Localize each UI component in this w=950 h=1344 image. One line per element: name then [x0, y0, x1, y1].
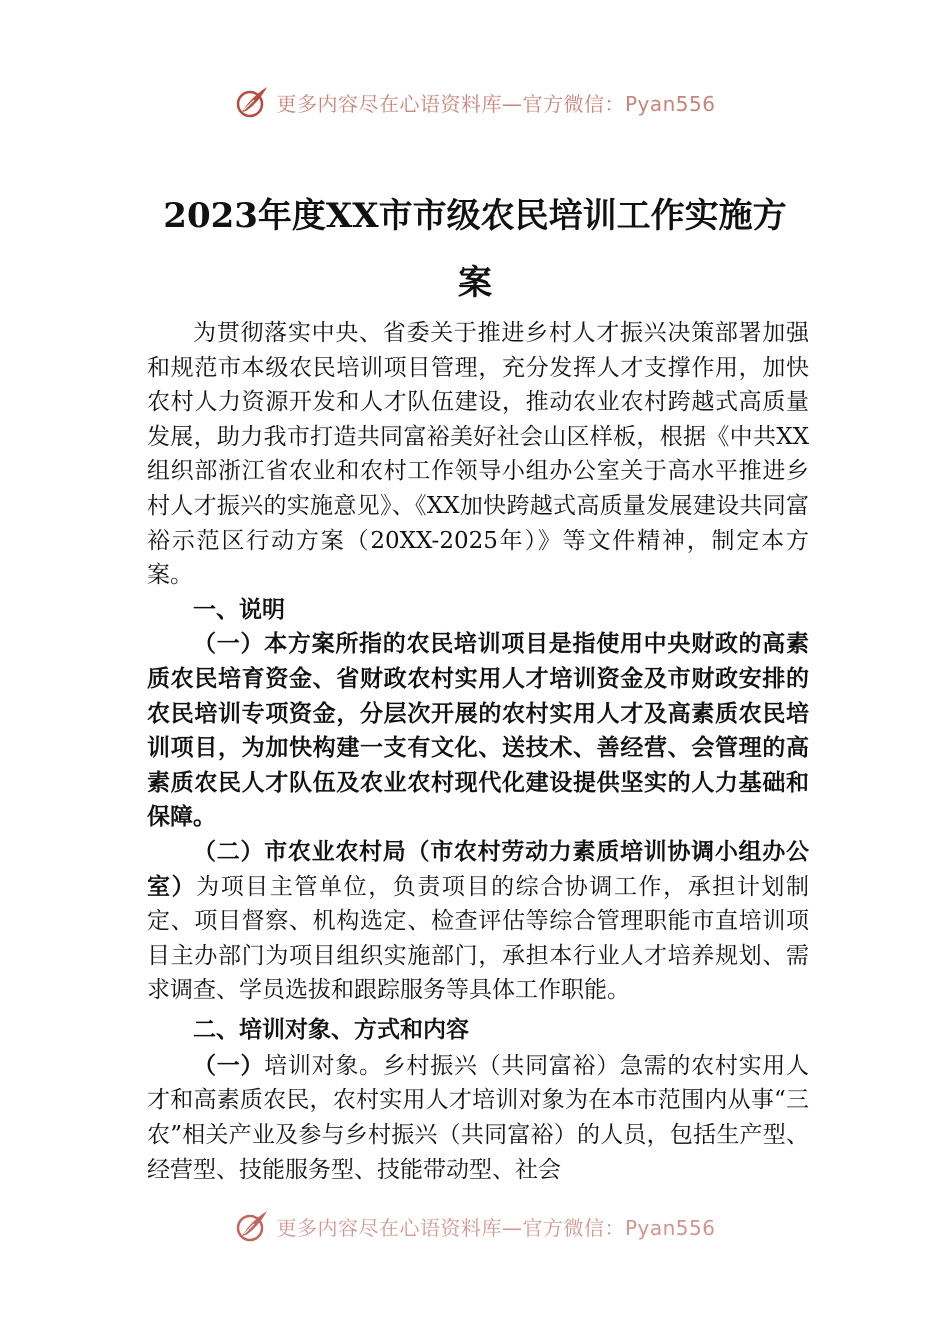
watermark-text: 更多内容尽在心语资料库—官方微信：Pyan556 [276, 91, 716, 116]
document-title-line1: 2023年度XX市市级农民培训工作实施方 [163, 196, 787, 236]
section2-item1-text: 培训对象。乡村振兴（共同富裕）急需的农村实用人才和高素质农民，农村实用人才培训对象为在本市范围内从事“三农”相关产业及参与乡村振兴（共同富裕）的人员，包括生产型、经营型、技能服务型、技能带动型、社会 [147, 1052, 810, 1183]
document-title-line2: 案 [458, 263, 492, 303]
watermark-footer [0, 1208, 950, 1244]
section2-heading: 二、培训对象、方式和内容 [193, 1015, 469, 1043]
section2-item1-lead: （一） [193, 1051, 265, 1079]
intro-paragraph: 为贯彻落实中央、省委关于推进乡村人才振兴决策部署加强和规范市本级农民培训项目管理，充分发挥人才支撑作用，加快农村人力资源开发和人才队伍建设，推动农业农村跨越式高质量发展，助力我市打造共同富裕美好社会山区样板，根据《中共XX组织部浙江省农业和农村工作领导小组办公室关于高水平推进乡村人才振兴的实施意见》、《XX加快跨越式高质量发展建设共同富裕示范区行动方案（20XX-2025年）》等文件精神，制定本方案。 [147, 320, 809, 589]
section2-item1 [147, 1049, 809, 1187]
watermark-header [0, 84, 950, 120]
section1-item2-lead: （二）市农业农村局（市农村劳动力素质培训协调小组办公室） [147, 837, 809, 900]
section1-item1: （一）本方案所指的农民培训项目是指使用中央财政的高素质农民培育资金、省财政农村实用人才培训资金及市财政安排的农民培训专项资金，分层次开展的农村实用人才及高素质农民培训项目，为加快构建一支有文化、送技术、善经营、会管理的高素质农民人才队伍及农业农村现代化建设提供坚实的人力基础和保障。 [147, 630, 809, 831]
section1-item2-text: 为项目主管单位，负责项目的综合协调工作，承担计划制定、项目督察、机构选定、检查评估等综合管理职能市直培训项目主办部门为项目组织实施部门，承担本行业人才培养规划、需求调查、学员选拔和跟踪服务等具体工作职能。 [147, 873, 810, 1004]
quill-logo-icon [234, 1208, 270, 1244]
document-body [147, 316, 809, 1187]
watermark-text: 更多内容尽在心语资料库—官方微信：Pyan556 [276, 1215, 716, 1240]
section1-heading: 一、说明 [193, 595, 285, 623]
section1-item2 [147, 835, 809, 1008]
quill-logo-icon [234, 84, 270, 120]
